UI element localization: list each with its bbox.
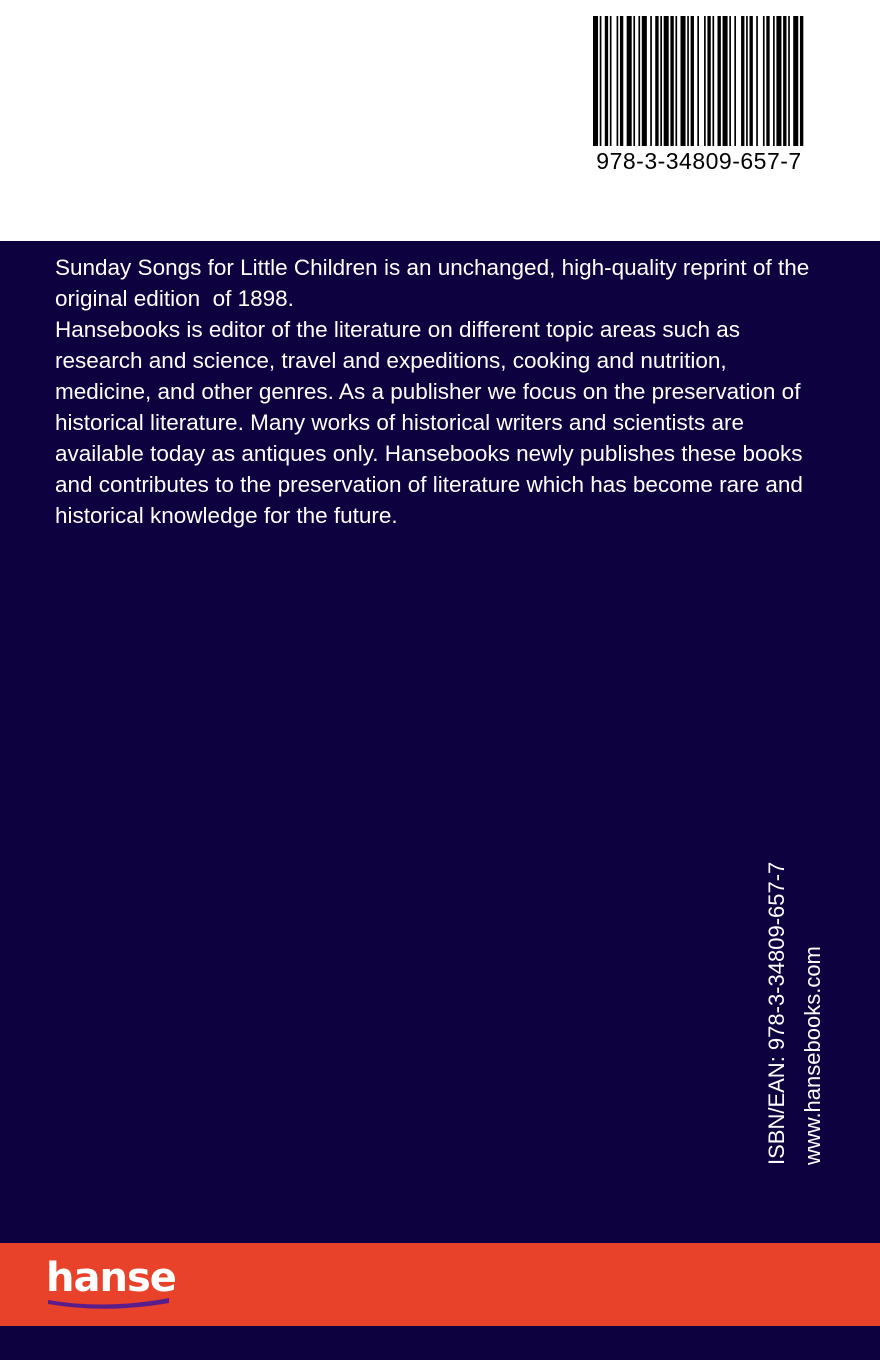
barcode-bar (620, 16, 623, 146)
barcode-bar (763, 16, 765, 146)
barcode (593, 16, 805, 176)
barcode-bar (741, 16, 744, 146)
description-paragraph-1: Sunday Songs for Little Children is an unchanged, high-quality reprint of the original edition of 1898. (55, 255, 816, 311)
barcode-bar (660, 16, 662, 146)
barcode-bar (723, 16, 728, 146)
barcode-bar (704, 16, 706, 146)
barcode-number: 978-3-34809-657-7 (596, 148, 802, 174)
barcode-bar (605, 16, 608, 146)
barcode-bar (756, 16, 758, 146)
barcode-bar (749, 16, 752, 146)
barcode-area (0, 0, 880, 241)
barcode-bar (610, 16, 612, 146)
book-description (55, 252, 825, 531)
barcode-bars (593, 16, 805, 146)
barcode-bar (712, 16, 714, 146)
barcode-bar (670, 16, 673, 146)
barcode-bar (638, 16, 640, 146)
barcode-bar (675, 16, 677, 146)
barcode-bar (593, 16, 598, 146)
barcode-bar (766, 16, 769, 146)
barcode-bar (627, 16, 632, 146)
website-text: www.hansebooks.com (800, 946, 825, 1165)
barcode-bar (773, 16, 775, 146)
barcode-bar (707, 16, 710, 146)
hanse-logo (46, 1256, 186, 1316)
barcode-bar (697, 16, 699, 146)
barcode-bar (793, 16, 798, 146)
barcode-bar (788, 16, 790, 146)
barcode-bar (691, 16, 694, 146)
barcode-bar (650, 16, 652, 146)
spine-info (760, 840, 824, 1170)
barcode-bar (687, 16, 689, 146)
bottom-strip (0, 1326, 880, 1360)
barcode-bar (633, 16, 635, 146)
swoosh-icon (46, 1294, 171, 1310)
barcode-bar (600, 16, 602, 146)
barcode-bar (800, 16, 803, 146)
hanse-logo-text: hanse (46, 1255, 176, 1301)
description-paragraph-2: Hansebooks is editor of the literature on different topic areas such as research and science, travel and expeditions, cooking and nutrition, medicine, and other genres. As a publisher we focus on the preservation of historical literature. Many works of historical writers and scientists are available today as antiques only. Hansebooks newly publishes these books and contributes to the preservation of literature which has become rare and historical knowledge for the future. (55, 317, 810, 528)
barcode-bar (776, 16, 781, 146)
barcode-bar (655, 16, 658, 146)
barcode-bar (718, 16, 721, 146)
barcode-bar (617, 16, 619, 146)
barcode-bar (664, 16, 669, 146)
barcode-bar (729, 16, 731, 146)
barcode-bar (783, 16, 786, 146)
barcode-bar (680, 16, 685, 146)
barcode-bar (734, 16, 736, 146)
isbn-text: ISBN/EAN: 978-3-34809-657-7 (764, 861, 789, 1165)
barcode-bar (642, 16, 647, 146)
barcode-bar (746, 16, 748, 146)
